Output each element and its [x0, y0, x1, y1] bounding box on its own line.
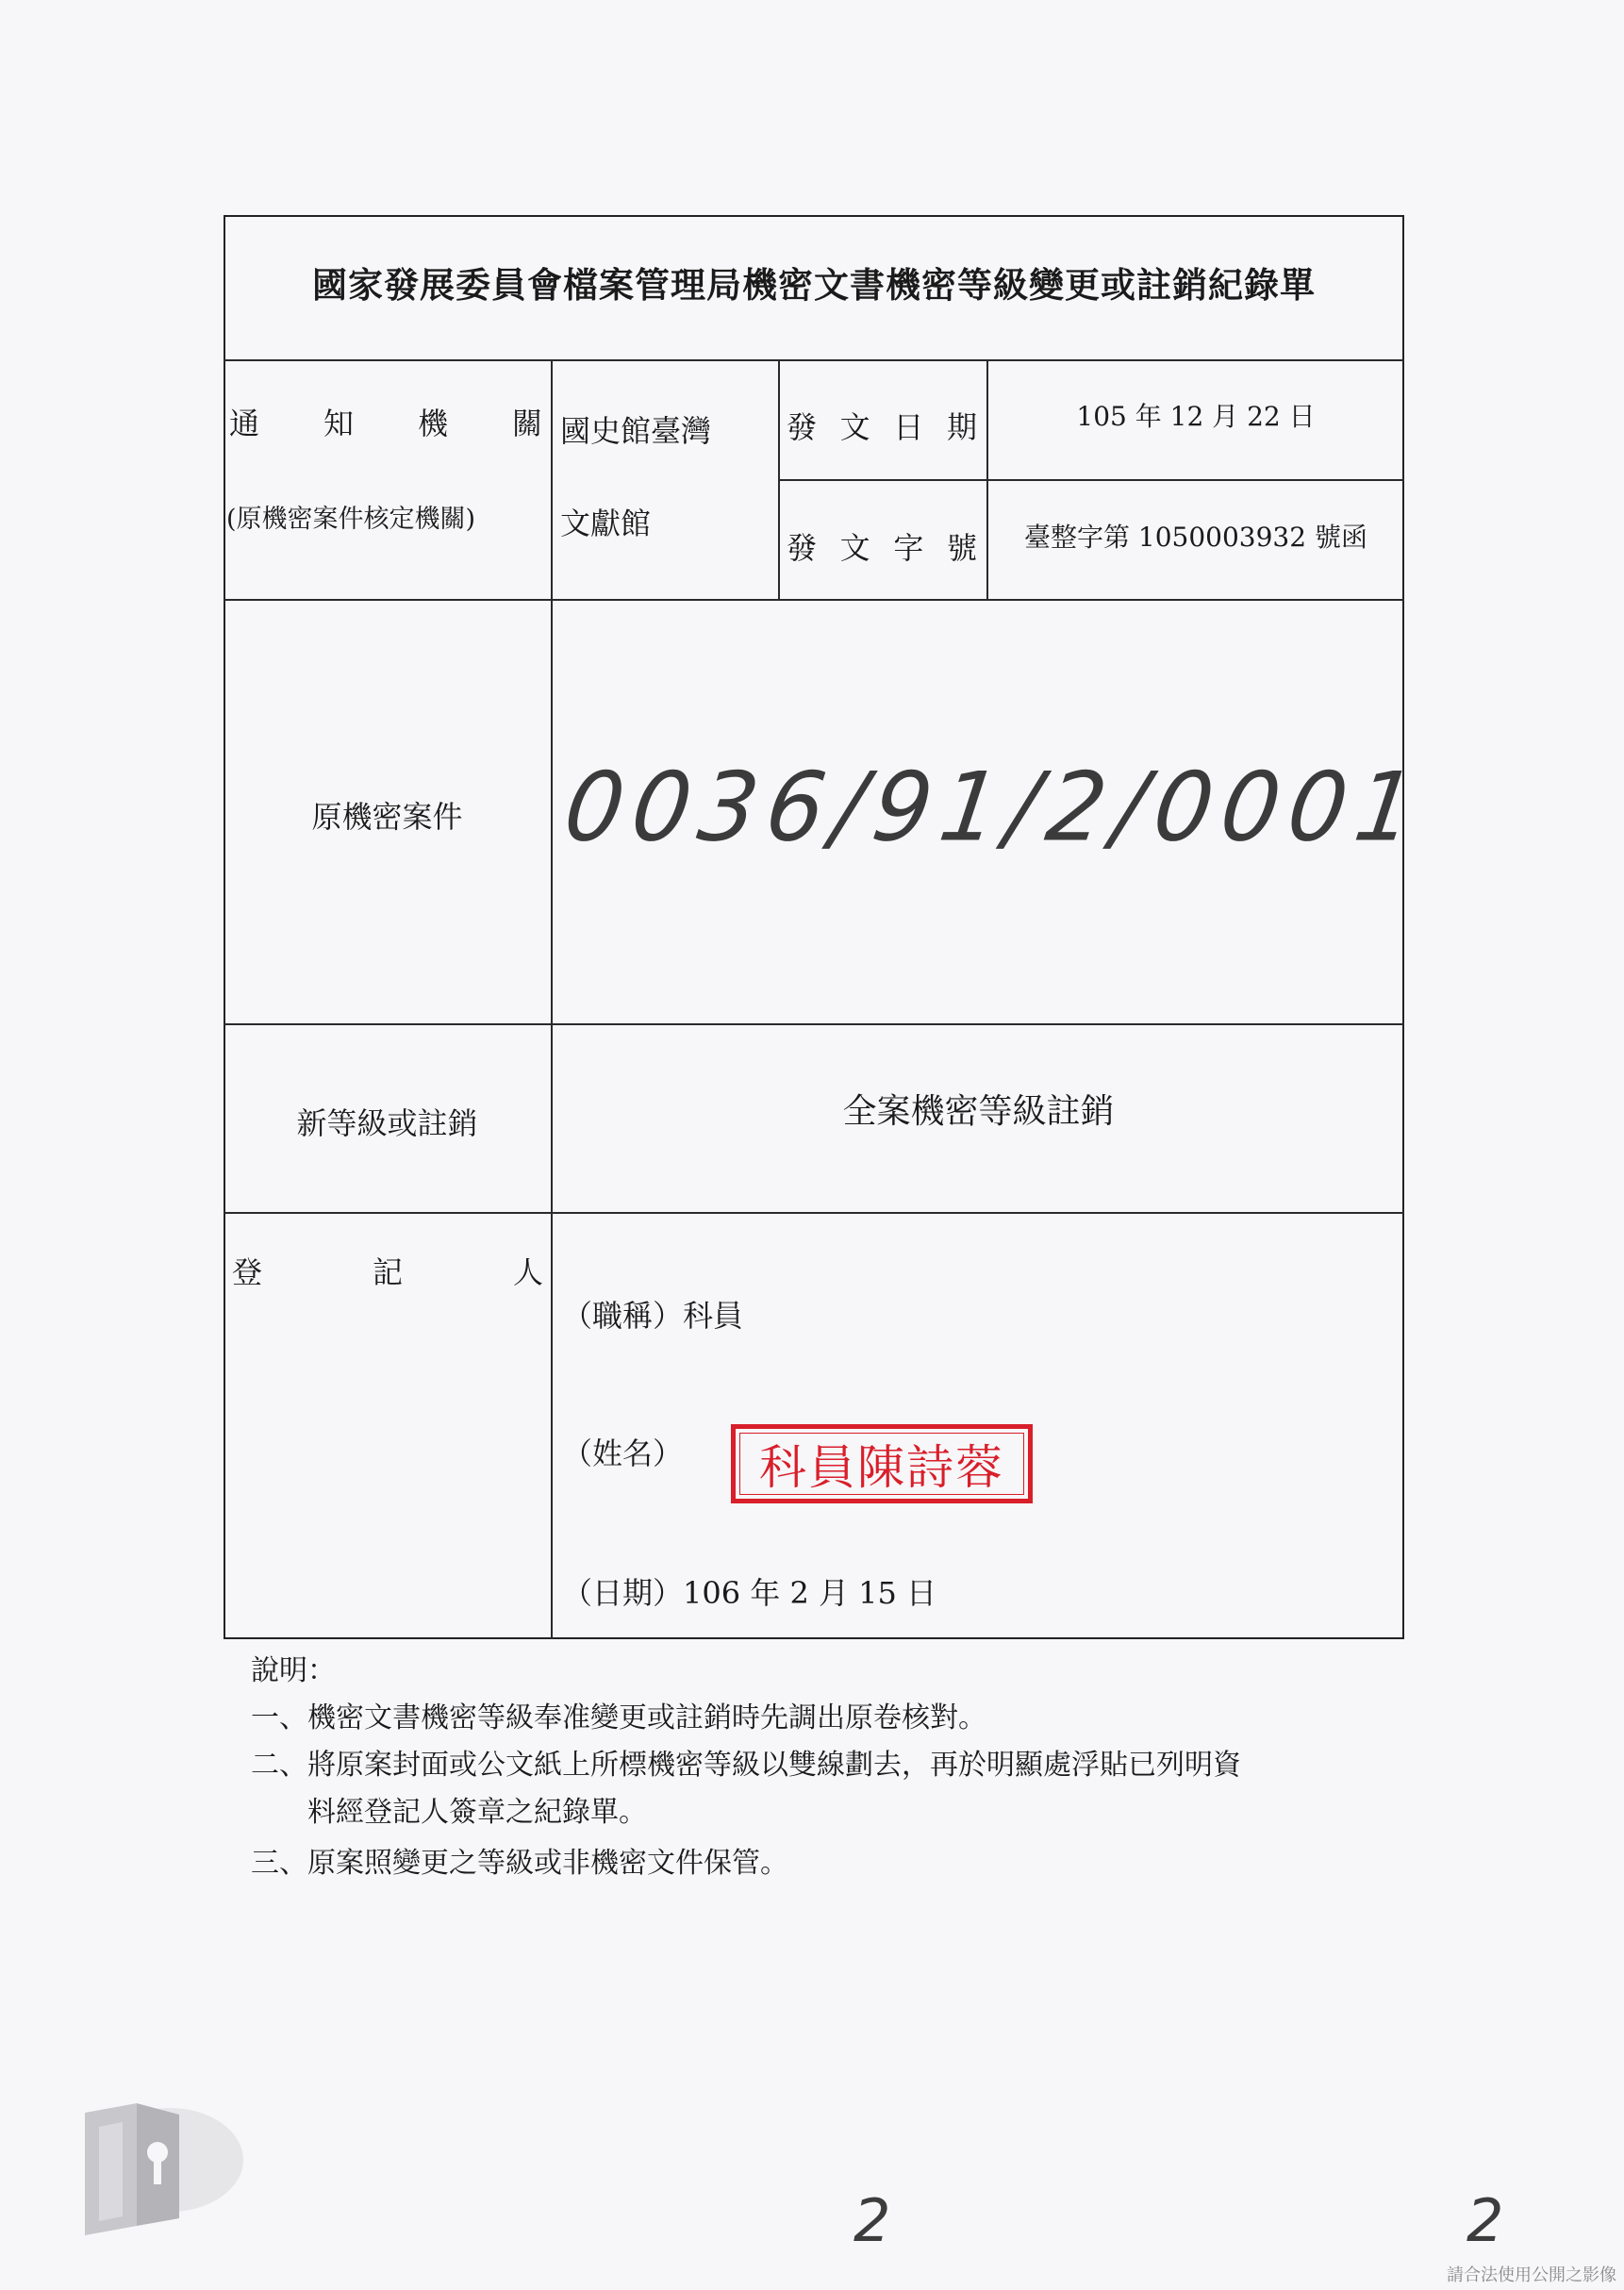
form-title: 國家發展委員會檔案管理局機密文書機密等級變更或註銷紀錄單	[312, 264, 1316, 306]
row-divider-date	[778, 479, 1404, 481]
label-char: 發	[787, 409, 818, 445]
col-divider-main	[551, 359, 553, 1639]
row-divider-case	[224, 1023, 1404, 1025]
notes-heading: 說明：	[251, 1654, 336, 1687]
notify-agency-sublabel: (原機密案件核定機關)	[226, 505, 476, 534]
issue-number-value: 臺整字第 1050003932 號函	[1024, 522, 1367, 553]
issue-date-label	[787, 404, 977, 447]
registrar-date-row	[562, 1569, 936, 1613]
note-item: 三、原案照變更之等級或非機密文件保管。	[251, 1847, 788, 1880]
label-char: 期	[946, 409, 977, 445]
label-char: 號	[946, 530, 977, 566]
notify-agency-value-line1: 國史館臺灣	[560, 413, 712, 449]
label-char: 字	[893, 530, 924, 566]
original-case-label: 原機密案件	[311, 799, 463, 835]
date-label: （日期）	[562, 1575, 684, 1611]
notify-agency-value-line2: 文獻館	[560, 506, 652, 541]
note-item: 二、將原案封面或公文紙上所標機密等級以雙線劃去，再於明顯處浮貼已列明資	[251, 1749, 1241, 1782]
issue-number-label	[787, 524, 977, 568]
note-item: 料經登記人簽章之紀錄單。	[251, 1796, 647, 1829]
label-char: 文	[839, 530, 870, 566]
issue-date-value: 105 年 12 月 22 日	[1076, 401, 1316, 432]
label-char: 關	[511, 406, 542, 441]
row-divider-agency	[224, 599, 1404, 601]
label-char: 文	[839, 409, 870, 445]
name-seal-stamp: 科員陳詩蓉	[731, 1424, 1033, 1503]
page-number-handwritten: 2	[1467, 2186, 1504, 2255]
title-label: （職稱）	[562, 1298, 684, 1334]
label-char: 日	[893, 409, 924, 445]
footer-usage-notice: 請合法使用公開之影像	[1447, 2265, 1616, 2285]
note-item: 一、機密文書機密等級奉准變更或註銷時先調出原卷核對。	[251, 1701, 986, 1734]
archive-logo-watermark	[66, 2094, 245, 2235]
row-divider-level	[224, 1212, 1404, 1214]
registrar-label	[232, 1249, 543, 1292]
col-divider-agency	[778, 359, 780, 599]
row-divider-title	[224, 359, 1404, 361]
label-char: 人	[512, 1254, 543, 1290]
label-char: 登	[232, 1254, 263, 1290]
label-char: 記	[372, 1254, 403, 1290]
label-char: 發	[787, 530, 818, 566]
new-level-label: 新等級或註銷	[296, 1105, 478, 1141]
label-char: 知	[323, 406, 354, 441]
title-value: 科員	[683, 1298, 744, 1334]
page-number-handwritten: 2	[853, 2186, 891, 2255]
notify-agency-label	[229, 400, 542, 443]
date-value: 106 年 2 月 15 日	[683, 1575, 937, 1611]
label-char: 通	[229, 406, 260, 441]
original-case-handwritten-value: 0036/91/2/0001	[557, 752, 1432, 863]
registrar-name-label: （姓名）	[562, 1435, 684, 1471]
registrar-title-row	[562, 1292, 743, 1336]
label-char: 機	[417, 406, 448, 441]
new-level-value: 全案機密等級註銷	[842, 1092, 1115, 1131]
